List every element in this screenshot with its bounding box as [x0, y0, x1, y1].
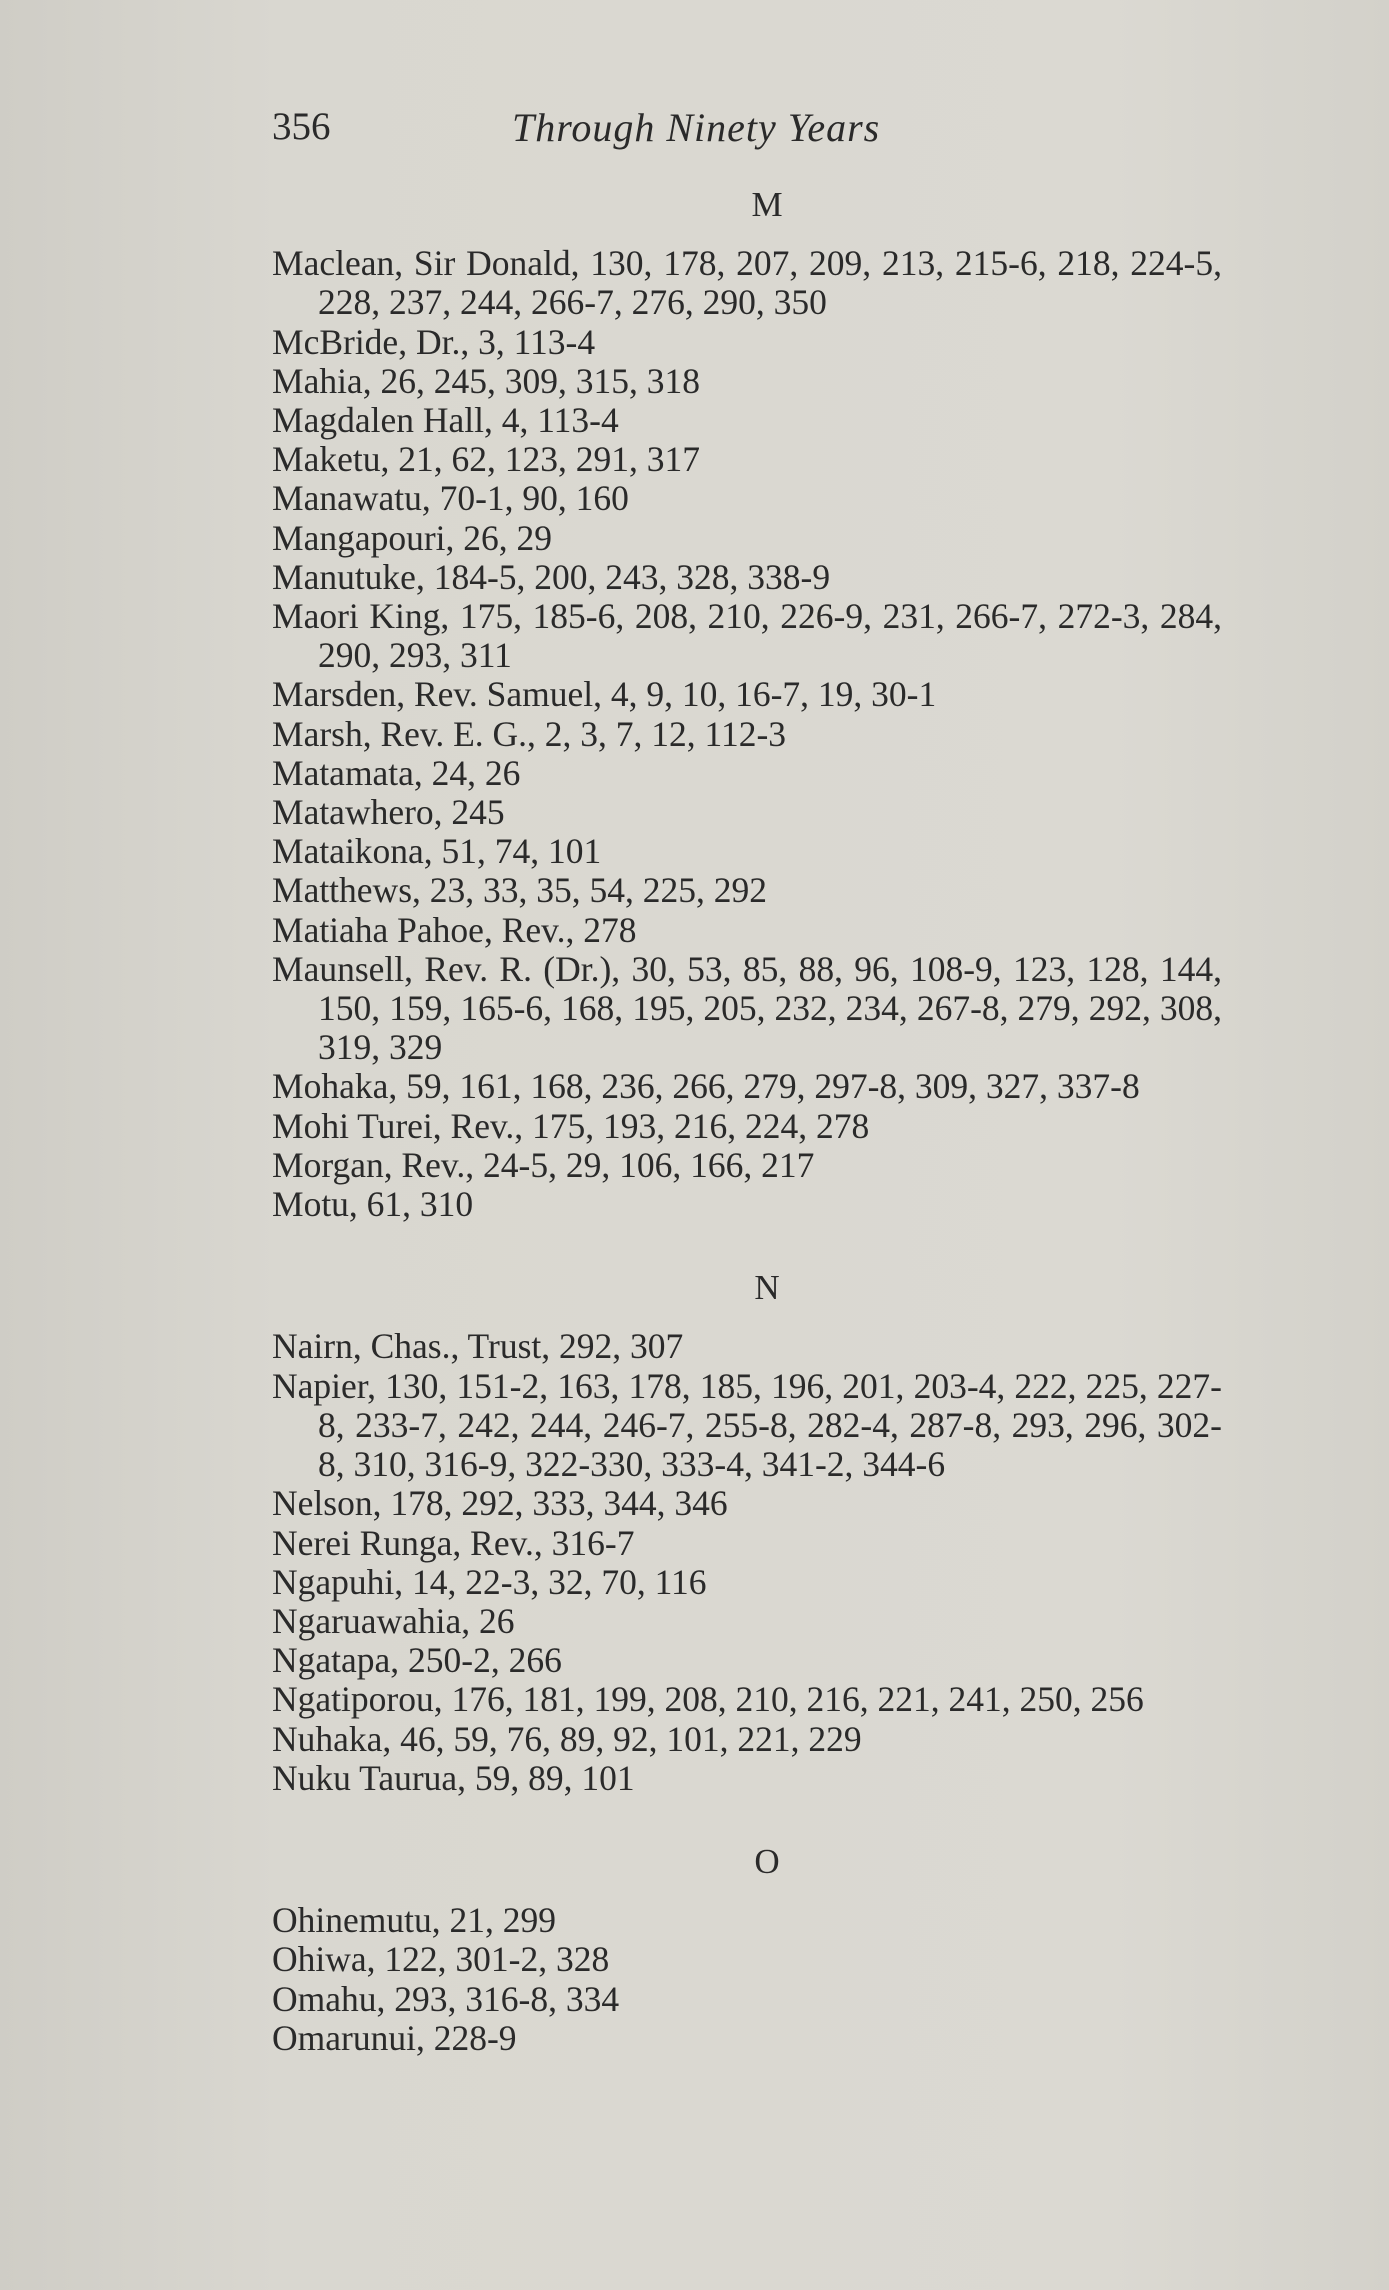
section-entries — [272, 244, 1222, 1224]
index-entry: Manawatu, 70-1, 90, 160 — [272, 478, 629, 519]
index-entry: Mohi Turei, Rev., 175, 193, 216, 224, 278 — [272, 1105, 870, 1146]
index-entry: Matiaha Pahoe, Rev., 278 — [272, 909, 637, 950]
index-entry: Nerei Runga, Rev., 316-7 — [272, 1522, 635, 1563]
running-title: Through Ninety Years — [512, 105, 881, 150]
index-entry: Nuku Taurua, 59, 89, 101 — [272, 1757, 635, 1798]
index-entry: Omarunui, 228-9 — [272, 2017, 517, 2058]
index-entry: Matthews, 23, 33, 35, 54, 225, 292 — [272, 870, 768, 911]
index-entry: Maori King, 175, 185-6, 208, 210, 226-9, 231, 266-7, 272-3, 284, 290, 293, 311 — [272, 596, 1222, 676]
section-letter: O — [754, 1841, 780, 1881]
index-entry: Motu, 61, 310 — [272, 1184, 474, 1225]
index-entry: Morgan, Rev., 24-5, 29, 106, 166, 217 — [272, 1144, 815, 1185]
index-entry: Mangapouri, 26, 29 — [272, 517, 553, 558]
page-header — [272, 100, 1222, 160]
index-entry: Ngaruawahia, 26 — [272, 1600, 515, 1641]
index-entry: Magdalen Hall, 4, 113-4 — [272, 400, 619, 441]
index-section-o — [272, 1842, 1222, 2058]
index-entry: Maclean, Sir Donald, 130, 178, 207, 209, 213, 215-6, 218, 224-5, 228, 237, 244, 266-7, 276, 290, 350 — [272, 243, 1222, 323]
index-section-m — [272, 185, 1222, 1224]
index-entry: Ohiwa, 122, 301-2, 328 — [272, 1939, 610, 1980]
index-entry: Nuhaka, 46, 59, 76, 89, 92, 101, 221, 229 — [272, 1718, 862, 1759]
index-entry: Maunsell, Rev. R. (Dr.), 30, 53, 85, 88, 96, 108-9, 123, 128, 144, 150, 159, 165-6, 168, 195, 205, 232, 234, 267-8, 279, 292, 308, 319, 329 — [272, 948, 1222, 1068]
index-list — [272, 185, 1222, 2058]
index-entry: Mohaka, 59, 161, 168, 236, 266, 279, 297-8, 309, 327, 337-8 — [272, 1066, 1140, 1107]
section-letter: N — [754, 1268, 780, 1308]
index-entry: Matawhero, 245 — [272, 792, 505, 833]
index-entry: Mahia, 26, 245, 309, 315, 318 — [272, 360, 700, 401]
index-entry: Ohinemutu, 21, 299 — [272, 1900, 556, 1941]
index-entry: Marsh, Rev. E. G., 2, 3, 7, 12, 112-3 — [272, 713, 787, 754]
index-entry: Ngatapa, 250-2, 266 — [272, 1640, 562, 1681]
index-entry: Ngatiporou, 176, 181, 199, 208, 210, 216, 221, 241, 250, 256 — [272, 1679, 1144, 1720]
index-entry: Mataikona, 51, 74, 101 — [272, 831, 602, 872]
index-entry: McBride, Dr., 3, 113-4 — [272, 321, 596, 362]
index-entry: Manutuke, 184-5, 200, 243, 328, 338-9 — [272, 556, 831, 597]
section-entries — [272, 1901, 1222, 2058]
index-entry: Matamata, 24, 26 — [272, 752, 521, 793]
index-entry: Maketu, 21, 62, 123, 291, 317 — [272, 439, 700, 480]
section-letter: M — [751, 185, 783, 224]
section-entries — [272, 1327, 1222, 1797]
page-number: 356 — [272, 105, 331, 148]
index-entry: Napier, 130, 151-2, 163, 178, 185, 196, 201, 203-4, 222, 225, 227-8, 233-7, 242, 244, 246-7, 255-8, 282-4, 287-8, 293, 296, 302-8, 310, 316-9, 322-330, 333-4, 341-2, 344-6 — [272, 1365, 1222, 1485]
index-entry: Omahu, 293, 316-8, 334 — [272, 1978, 620, 2019]
index-entry: Nairn, Chas., Trust, 292, 307 — [272, 1326, 684, 1367]
index-section-n — [272, 1268, 1222, 1798]
index-entry: Ngapuhi, 14, 22-3, 32, 70, 116 — [272, 1561, 707, 1602]
index-entry: Marsden, Rev. Samuel, 4, 9, 10, 16-7, 19, 30-1 — [272, 674, 937, 715]
index-entry: Nelson, 178, 292, 333, 344, 346 — [272, 1483, 728, 1524]
